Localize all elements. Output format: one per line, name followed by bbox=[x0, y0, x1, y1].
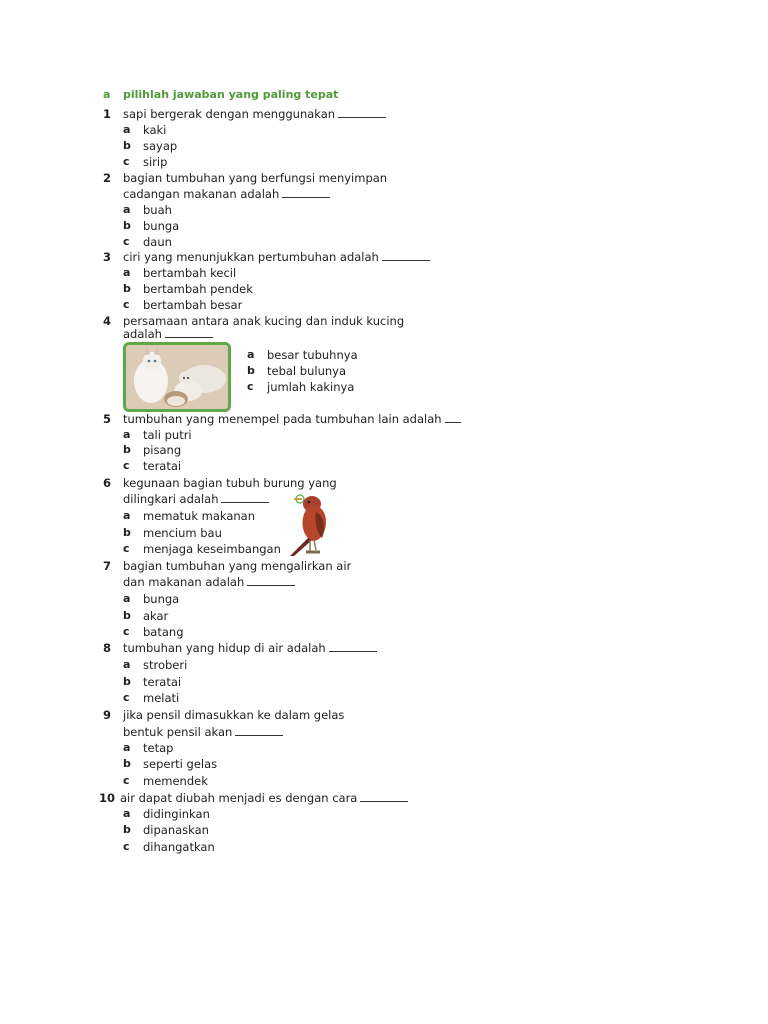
question-number: 3 bbox=[103, 250, 112, 264]
question-text: cadangan makanan adalah bbox=[123, 187, 330, 201]
question-number: 1 bbox=[103, 107, 112, 121]
option-text: bunga bbox=[143, 592, 180, 606]
option-text: jumlah kakinya bbox=[267, 380, 355, 394]
answer-blank bbox=[235, 726, 283, 736]
section-heading bbox=[103, 88, 338, 101]
option-text: stroberi bbox=[143, 658, 188, 672]
option-letter: c bbox=[123, 542, 130, 555]
option-letter: a bbox=[123, 658, 131, 671]
question-text: sapi bergerak dengan menggunakan bbox=[123, 107, 386, 121]
option-text: memendek bbox=[143, 774, 208, 788]
option-text: dipanaskan bbox=[143, 823, 209, 837]
option-letter: b bbox=[247, 364, 255, 377]
question-number: 6 bbox=[103, 476, 112, 490]
option-text: akar bbox=[143, 609, 169, 623]
option-letter: b bbox=[123, 675, 131, 688]
section-letter: a bbox=[103, 88, 111, 101]
question-number: 4 bbox=[103, 314, 112, 328]
option-letter: b bbox=[123, 757, 131, 770]
option-text: daun bbox=[143, 235, 172, 249]
option-letter: c bbox=[123, 298, 130, 311]
option-letter: b bbox=[123, 609, 131, 622]
question-number: 9 bbox=[103, 708, 112, 722]
option-text: menjaga keseimbangan bbox=[143, 542, 281, 556]
option-text: tali putri bbox=[143, 428, 192, 442]
bird-illustration bbox=[280, 490, 334, 562]
question-text: bagian tumbuhan yang berfungsi menyimpan bbox=[123, 171, 388, 185]
question-number: 10 bbox=[99, 791, 116, 805]
cats-illustration bbox=[126, 345, 228, 409]
answer-blank bbox=[338, 108, 386, 118]
question-text: tumbuhan yang menempel pada tumbuhan lain adalah bbox=[123, 412, 461, 426]
option-text: buah bbox=[143, 203, 172, 217]
question-text: bagian tumbuhan yang mengalirkan air bbox=[123, 559, 352, 573]
option-letter: c bbox=[123, 235, 130, 248]
option-text: mematuk makanan bbox=[143, 509, 256, 523]
option-letter: a bbox=[123, 509, 131, 522]
question-text: persamaan antara anak kucing dan induk kucing bbox=[123, 314, 405, 328]
answer-blank bbox=[445, 413, 461, 423]
option-letter: b bbox=[123, 526, 131, 539]
answer-blank bbox=[221, 493, 269, 503]
question-text: bentuk pensil akan bbox=[123, 725, 283, 739]
option-letter: c bbox=[123, 625, 130, 638]
option-text: didinginkan bbox=[143, 807, 210, 821]
option-letter: a bbox=[123, 741, 131, 754]
option-letter: b bbox=[123, 219, 131, 232]
option-text: besar tubuhnya bbox=[267, 348, 358, 362]
option-text: teratai bbox=[143, 675, 182, 689]
answer-blank bbox=[247, 576, 295, 586]
question-text: tumbuhan yang hidup di air adalah bbox=[123, 641, 377, 655]
option-letter: b bbox=[123, 282, 131, 295]
option-text: mencium bau bbox=[143, 526, 222, 540]
question-number: 7 bbox=[103, 559, 112, 573]
option-letter: a bbox=[123, 807, 131, 820]
question-text: ciri yang menunjukkan pertumbuhan adalah bbox=[123, 250, 430, 264]
option-text: melati bbox=[143, 691, 180, 705]
option-text: teratai bbox=[143, 459, 182, 473]
option-letter: c bbox=[123, 459, 130, 472]
option-text: pisang bbox=[143, 443, 182, 457]
answer-blank bbox=[329, 642, 377, 652]
option-text: dihangatkan bbox=[143, 840, 215, 854]
question-text: kegunaan bagian tubuh burung yang bbox=[123, 476, 337, 490]
option-text: bertambah kecil bbox=[143, 266, 237, 280]
option-letter: a bbox=[123, 592, 131, 605]
cat-and-kittens-photo bbox=[123, 342, 231, 412]
option-text: kaki bbox=[143, 123, 167, 137]
question-text: adalah bbox=[123, 327, 213, 341]
section-title: pilihlah jawaban yang paling tepat bbox=[123, 88, 339, 101]
question-text: jika pensil dimasukkan ke dalam gelas bbox=[123, 708, 345, 722]
option-text: bertambah pendek bbox=[143, 282, 253, 296]
option-text: sayap bbox=[143, 139, 178, 153]
question-text: dan makanan adalah bbox=[123, 575, 295, 589]
option-letter: a bbox=[123, 123, 131, 136]
answer-blank bbox=[165, 328, 213, 338]
option-text: tetap bbox=[143, 741, 174, 755]
question-number: 2 bbox=[103, 171, 112, 185]
option-letter: a bbox=[123, 428, 131, 441]
option-letter: a bbox=[123, 266, 131, 279]
answer-blank bbox=[360, 792, 408, 802]
question-number: 8 bbox=[103, 641, 112, 655]
question-number: 5 bbox=[103, 412, 112, 426]
option-letter: c bbox=[123, 691, 130, 704]
option-text: sirip bbox=[143, 155, 168, 169]
option-text: tebal bulunya bbox=[267, 364, 346, 378]
option-text: seperti gelas bbox=[143, 757, 218, 771]
option-letter: b bbox=[123, 823, 131, 836]
option-letter: b bbox=[123, 139, 131, 152]
option-letter: c bbox=[123, 774, 130, 787]
answer-blank bbox=[282, 188, 330, 198]
option-letter: a bbox=[123, 203, 131, 216]
option-letter: c bbox=[123, 840, 130, 853]
answer-blank bbox=[382, 251, 430, 261]
option-letter: c bbox=[123, 155, 130, 168]
question-text: air dapat diubah menjadi es dengan cara bbox=[120, 791, 408, 805]
option-letter: c bbox=[247, 380, 254, 393]
question-text: dilingkari adalah bbox=[123, 492, 269, 506]
option-text: bunga bbox=[143, 219, 180, 233]
option-letter: a bbox=[247, 348, 255, 361]
option-text: bertambah besar bbox=[143, 298, 243, 312]
option-letter: b bbox=[123, 443, 131, 456]
option-text: batang bbox=[143, 625, 184, 639]
